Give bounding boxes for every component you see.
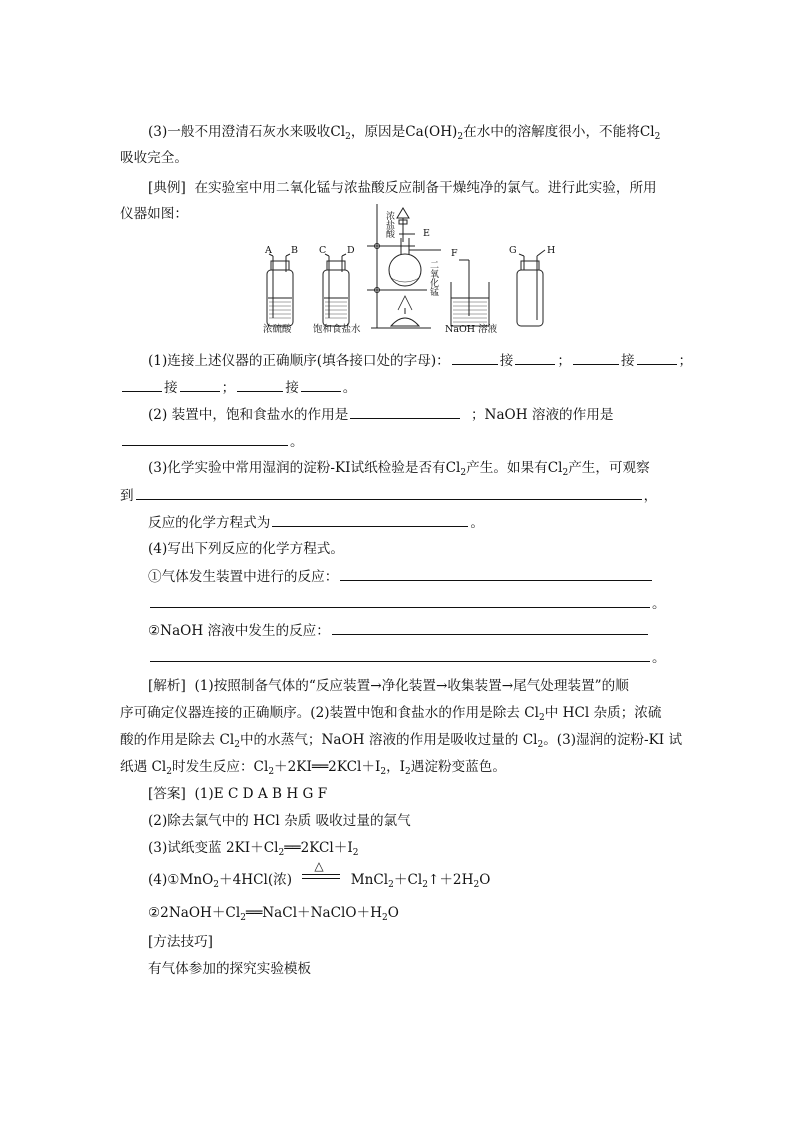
answer-blank[interactable] [340,566,652,581]
q3-line2: 到 ， [120,485,657,506]
label-d: D [347,245,355,256]
label-h: H [547,245,556,256]
beaker-naoh [451,260,489,326]
q3-line1: (3)化学实验中常用湿润的淀粉-KI试纸检验是否有$Cl_2$产生。如果有$Cl_2$产生，可观察 [148,460,650,478]
analysis-line4: 纸遇 $Cl_2$时发生反应：$Cl_2+2KI══2KCl+I_2$，$I_2$遇淀粉变蓝色。 [120,759,506,777]
answer-line5: $②2NaOH+Cl_2══NaCl+NaClO+H_2O$ [148,905,399,923]
answer-blank[interactable] [150,647,650,662]
answer-blank[interactable] [122,377,162,392]
answer-blank[interactable] [452,350,498,365]
label-mno2: 二氧化锰 [428,260,438,296]
answer-line2: (2)除去氯气中的 HCl 杂质 吸收过量的氯气 [148,813,411,829]
answer-blank[interactable] [237,377,283,392]
label-c: C [319,245,327,256]
alcohol-lamp [389,290,423,326]
q2-line2: 。 [120,431,304,452]
q3-line3: 反应的化学方程式为 。 [148,512,484,533]
label-a: A [265,245,272,256]
q3-note-line1: (3)一般不用澄清石灰水来吸收$Cl_2$，原因是$Ca(OH)_2$在水中的溶解度很小，不能将$Cl_2$ [148,124,661,142]
answer-line3: (3)试纸变蓝 $2KI+Cl_2══2KCl+I_2$ [148,840,359,858]
answer-blank[interactable] [122,431,288,446]
label-b: B [291,245,298,256]
analysis-line1: [解析] (1)按照制备气体的“反应装置→净化装置→收集装置→尾气处理装置”的顺 [148,678,629,694]
answer-blank[interactable] [136,485,642,500]
analysis-tag: [解析] [148,678,186,694]
answer-line1: [答案] (1)E C D A B H G F [148,786,328,802]
answer-line4: (4)①MnO$_2$＋4HCl(浓) △ $MnCl_2+Cl_2↑+2H_2O$ [148,870,490,890]
apparatus-figure [255,198,567,334]
q4-b-line1: ②NaOH 溶液中发生的反应： [148,620,650,641]
bottle-brine [323,254,349,326]
example-line2: 仪器如图： [120,206,188,222]
q4-title: (4)写出下列反应的化学方程式。 [148,541,344,557]
answer-blank[interactable] [332,620,648,635]
q4-a-line2: 。 [148,593,666,614]
q4-b-line2: 。 [148,647,666,668]
method-tag: [方法技巧] [148,934,213,950]
q1-line1: (1)连接上述仪器的正确顺序(填各接口处的字母)： 接 ； 接 ； [148,350,692,371]
answer-blank[interactable] [180,377,220,392]
label-e: E [423,228,430,239]
answer-blank[interactable] [272,512,468,527]
q3-note-line2: 吸收完全。 [120,150,188,166]
figure-labels [263,210,555,334]
bottle-h2so4 [267,254,293,326]
answer-blank[interactable] [150,593,650,608]
delta-symbol: △ [314,859,324,873]
method-title: 有气体参加的探究实验模板 [148,961,312,977]
example-line1: [典例] 在实验室中用二氧化锰与浓盐酸反应制备干燥纯净的氯气。进行此实验，所用 [148,180,657,196]
bottle-collect [517,250,545,326]
answer-blank[interactable] [515,350,555,365]
answer-blank[interactable] [350,404,460,419]
example-tag: [典例] [148,180,186,196]
analysis-line3: 酸的作用是除去 $Cl_2$中的水蒸气；NaOH 溶液的作用是吸收过量的 $Cl_2$。(3)湿润的淀粉-KI 试 [120,732,683,750]
label-h2so4: 浓硫酸 [263,324,292,334]
answer-blank[interactable] [301,377,341,392]
q2-line1: (2) 装置中，饱和食盐水的作用是 ；NaOH 溶液的作用是 [148,404,613,425]
heating-equals-sign [302,859,340,884]
label-g: G [509,245,517,256]
analysis-line2: 序可确定仪器连接的正确顺序。(2)装置中饱和食盐水的作用是除去 $Cl_2$中 HCl 杂质；浓硫 [120,705,662,723]
label-naoh: NaOH 溶液 [445,324,498,334]
q4-a-line1: ①气体发生装置中进行的反应： [148,566,654,587]
answer-blank[interactable] [637,350,677,365]
label-f: F [451,248,458,259]
label-conc-hcl: 浓盐酸 [384,211,394,238]
answer-blank[interactable] [573,350,619,365]
label-brine: 饱和食盐水 [313,324,361,334]
answer-tag: [答案] [148,786,186,802]
q1-line2: 接 ； 接 。 [120,377,356,398]
